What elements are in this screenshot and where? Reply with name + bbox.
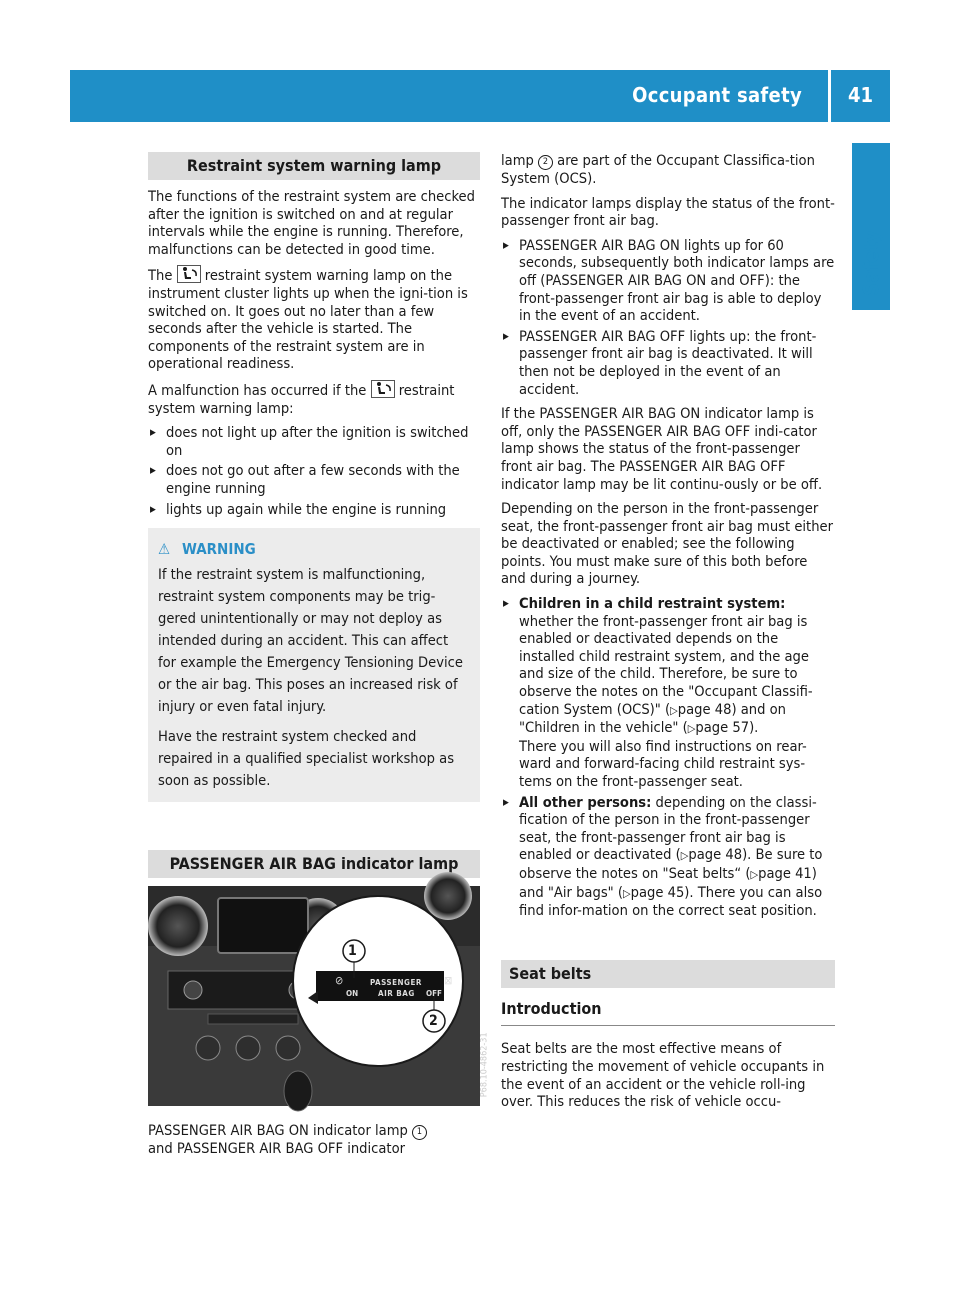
restraint-p3-start: A malfunction has occurred if the [148,381,367,399]
list-item: ▸ lights up again while the engine is running [148,501,480,519]
list-item [501,794,835,920]
callout-1-inline: 1 [412,1125,427,1140]
warning-triangle-icon: ⚠ [158,540,171,559]
page-number: 41 [848,83,874,107]
restraint-p2-end: restraint system warning lamp on the instrument cluster lights up when the igni-tion is switched on. It goes out no later than a few seconds after the vehicle is started. The components of the restraint system are in operational readiness. [148,267,468,373]
children-text-a: whether the front-passenger front air bag is enabled or deactivated depends on the installed child restraint system, and the age and size of the child. Therefore, be sure to observe the notes on the "Occupant Classifi-cation System (OCS)" ( [519,612,813,718]
image-code: P68.10-4862-31 [479,1032,490,1098]
others-ref-1[interactable]: page 48). Be sure to observe the notes on "Seat belts“ ( [519,846,823,882]
caption-part-1: PASSENGER AIR BAG ON indicator lamp [148,1122,408,1140]
restraint-section-heading: Restraint system warning lamp [148,152,480,180]
off-paragraph: If the PASSENGER AIR BAG ON indicator lamp is off, only the PASSENGER AIR BAG OFF indi-cator lamp shows the status of the front-passenger front air bag. The PASSENGER AIR BAG OFF indicator lamp may be lit continu-ously or be off. [501,405,823,493]
image-caption [148,1122,480,1158]
status-bullet-list [501,237,835,398]
seatbelts-heading: Seat belts [501,960,835,988]
page-ref-arrow-icon: ▷ [670,703,678,717]
restraint-p2-start: The [148,267,173,285]
list-item: ▸ PASSENGER AIR BAG ON lights up for 60 seconds, subsequently both indicator lamps are off (PASSENGER AIR BAG ON and OFF): the front-passenger front air bag is able to deploy in the event of an accident. [501,237,835,325]
callout-2-inline: 2 [538,155,553,170]
restraint-bullet-list [148,424,480,518]
panel-label-top: PASSENGER [370,978,422,988]
restraint-p3-end: restraint system warning lamp: [148,381,455,417]
others-text-a: depending on the classi-fication of the person in the front-passenger seat, the front-passenger front air bag is enabled or deactivated ( [519,793,817,864]
list-item: ▸ does not go out after a few seconds with the engine running [148,462,480,497]
airbag-section-heading: PASSENGER AIR BAG indicator lamp [148,850,480,878]
warning-paragraph-1: If the restraint system is malfunctioning, restraint system components may be trig-gered unintentionally or may not deploy as intended during an accident. This can affect for example the Emergency Tensioning Device or the air bag. This poses an increased risk of injury or even fatal injury. [158,566,463,716]
ocs-paragraph [501,152,835,188]
status-paragraph: The indicator lamps display the status of the front-passenger front air bag. [501,194,835,230]
left-column [148,152,490,1165]
warning-paragraph-2: Have the restraint system checked and repaired in a qualified specialist workshop as soon as possible. [158,728,455,790]
others-ref-2[interactable]: page 41) and "Air bags" ( [519,864,817,901]
depending-paragraph: Depending on the person in the front-passenger seat, the front-passenger front air bag must either be deactivated or enabled; see the following points. You must make sure of this both before and during a journey. [501,500,833,588]
header-separator [828,70,831,122]
panel-label-on: ON [346,989,359,999]
children-label: Children in a child restraint system: [519,595,786,613]
page-ref-arrow-icon: ▷ [687,722,696,736]
list-item: ▸ PASSENGER AIR BAG OFF lights up: the front-passenger front air bag is deactivated. It will then not be deployed in the event of an accident. [501,328,835,398]
callout-2: 2 [429,1013,438,1030]
restraint-warning-lamp-icon [371,380,395,398]
restraint-paragraph-2 [148,265,480,373]
airbag-off-icon: ⊠ [444,974,453,988]
introduction-heading: Introduction [501,1000,835,1027]
list-item: ▸ does not light up after the ignition is switched on [148,424,480,459]
others-label: All other persons: [519,793,652,811]
airbag-indicator-photo [148,886,490,1106]
page-header [70,70,890,122]
person-bullet-list [501,595,835,920]
restraint-warning-lamp-icon [177,265,201,283]
panel-label-off: OFF [426,989,442,999]
ocs-p-start: lamp [501,152,534,169]
page-ref-arrow-icon: ▷ [750,867,759,881]
right-column [501,152,835,1118]
page-ref-arrow-icon: ▷ [623,886,631,900]
page-ref-arrow-icon: ▷ [680,849,689,863]
children-text-b: There you will also find instructions on rear-ward and forward-facing child restraint sys-tems on the front-passenger seat. [519,737,807,790]
panel-label-bottom: AIR BAG [378,989,415,999]
airbag-on-icon: ⊘ [335,974,344,988]
list-item [501,595,835,791]
caption-part-2: and PASSENGER AIR BAG OFF indicator [148,1140,405,1158]
warning-box [148,528,480,802]
warning-title-row [158,538,470,560]
header-title: Occupant safety [632,83,802,107]
ocs-p-end: are part of the Occupant Classifica-tion System (OCS). [501,152,815,187]
side-tab-label-wrap [852,215,890,311]
side-tab-label: Safety [859,230,883,296]
warning-title: WARNING [182,540,256,559]
children-ref-2[interactable]: page 57). [695,719,759,737]
restraint-paragraph-3 [148,380,480,417]
others-ref-3[interactable]: page 45). There you can also find infor-mation on the correct seat position. [519,883,823,920]
restraint-paragraph-1: The functions of the restraint system are checked after the ignition is switched on and at regular intervals while the engine is running. Therefore, malfunctions can be detected in good time. [148,188,475,258]
callout-1: 1 [348,943,357,960]
children-ref-1[interactable]: page 48) and on "Children in the vehicle" ( [519,700,786,737]
seatbelts-paragraph: Seat belts are the most effective means of restricting the movement of vehicle occupants in the event of an accident or the vehicle roll-ing over. This reduces the risk of vehicle occu- [501,1040,825,1111]
